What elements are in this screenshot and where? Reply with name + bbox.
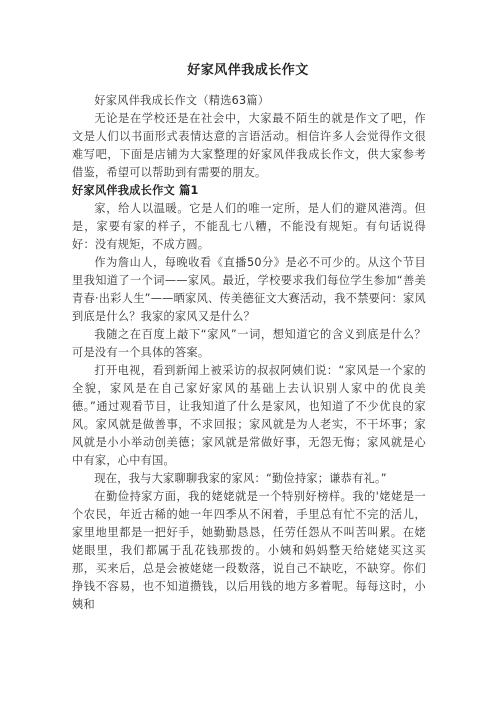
intro-paragraph: 无论是在学校还是在社会中，大家最不陌生的就是作文了吧，作文是人们以书面形式表情达意的言语活动。相信许多人会觉得作文很难写吧，下面是店铺为大家整理的好家风伴我成长作文，供大家参考借鉴，希望可以帮助到有需要的朋友。 — [72, 112, 426, 179]
body-paragraph: 作为詹山人，每晚收看《直播50分》是必不可少的。从这个节目里我知道了一个词——家风。最近，学校要求我们每位学生参加“善美青春·出彩人生”——晒家风、传美德征文大赛活动，我不禁要问：家风到底是什么？我家的家风又是什么？ — [72, 256, 426, 323]
body-paragraph: 在勤俭持家方面，我的姥姥就是一个特别好榜样。我的'姥姥是一个农民，年近古稀的她一年四季从不闲着，手里总有忙不完的活儿，家里地里都是一把好手，她勤勤恳恳，任劳任怨从不叫苦叫累。在姥姥眼里，我们都属于乱花钱那拨的。小姨和妈妈整天给姥姥买这买那，买来后，总是会被姥姥一段数落，说自己不缺吃，不缺穿。你们挣钱不容易，也不知道攒钱，以后用钱的地方多着呢。每每这时，小姨和 — [72, 490, 426, 611]
section-heading: 好家风伴我成长作文 篇1 — [72, 184, 199, 197]
body-paragraph: 家，给人以温暖。它是人们的唯一定所，是人们的避风港湾。但是，家要有家的样子，不能乱七八糟，不能没有规矩。有句话说得好：没有规矩，不成方圆。 — [72, 202, 426, 251]
document-title: 好家风伴我成长作文 — [187, 63, 309, 78]
body-paragraph: 打开电视，看到新闻上被采访的叔叔阿姨们说：“家风是一个家的全貌，家风是在自己家好家风的基础上去认识别人家中的优良美德。”通过观看节目，让我知道了什么是家风，也知道了不少优良的家风。家风就是做善事，不求回报；家风就是为人老实，不干坏事；家风就是小小举动创美德；家风就是常做好事，无怨无悔；家风就是心中有家，心中有国。 — [72, 364, 426, 467]
subtitle-paragraph: 好家风伴我成长作文（精选63篇） — [94, 94, 270, 107]
document-body — [72, 92, 426, 614]
body-paragraph: 现在，我与大家聊聊我家的家风：“勤俭持家；谦恭有礼。” — [94, 472, 387, 485]
body-paragraph: 我随之在百度上敲下“家风”一词，想知道它的含义到底是什么？可是没有一个具体的答案。 — [72, 328, 426, 359]
